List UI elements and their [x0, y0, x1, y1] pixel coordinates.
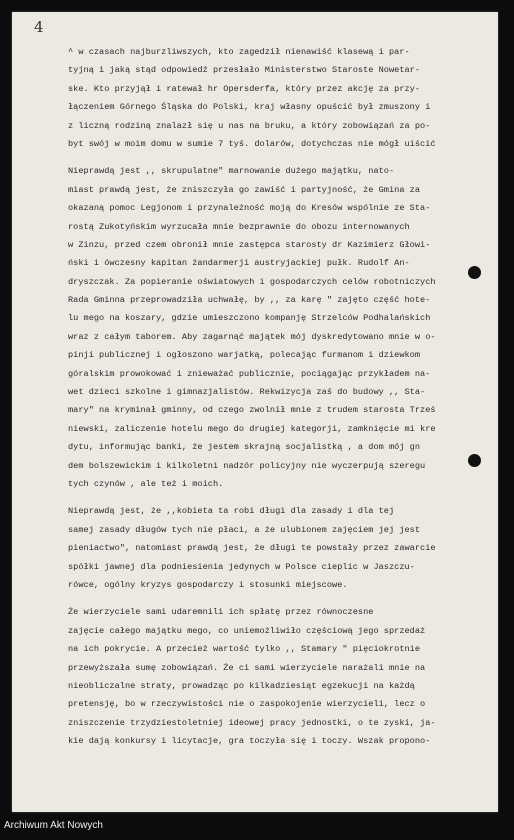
text-line: rówce, ogólny kryzys gospodarczy i stosunki miejscowe. [68, 579, 348, 590]
text-line: spółki jawnej dla podniesienia jedynych w Polsce cieplic w Jaszczu- [68, 561, 415, 572]
text-line: Że wierzyciele sami udaremnili ich spłatę przez równoczesne [68, 607, 374, 618]
text-line: w Zinzu, przed czem obronił mnie zastępca starosty dr Kazimierz Głowi- [68, 239, 431, 250]
text-line: ^ w czasach najburzliwszych, kto zagedził nienawiść klasewą i par- [68, 47, 410, 57]
text-line: miast prawdą jest, że zniszczyła go zawiść i partyjność, że Gmina za [68, 184, 421, 195]
text-line: pieniactwo", natomiast prawdą jest, że długi te powstały przez zawarcie [68, 543, 436, 554]
archive-footer [0, 814, 514, 840]
text-line: ske. Kto przyjął i ratewał hr Opersderfa, który przez akcję za przy- [68, 83, 421, 94]
document-body [68, 43, 489, 750]
text-line: Nieprawdą jest ,, skrupulatne" marnowanie dużego majątku, nato- [68, 166, 395, 177]
text-line: lu mego na koszary, gdzie umieszczono kompanję Strzelców Podhalańskich [68, 313, 431, 324]
punch-hole [468, 454, 481, 467]
text-line: okazaną pomoc Legjonom i przynależność moją do Kresów wspólnie ze Sta- [68, 203, 431, 214]
paragraph [68, 43, 489, 153]
text-line: niewski, zaliczenie hotelu mego do drugiej kategorji, zamknięcie mi kre [68, 423, 436, 434]
text-line: wraz z całym taborem. Aby zagarnąć majątek mój dyskredytowano mnie w o- [68, 331, 436, 342]
text-line: samej zasady długów tych nie płaci, a że ulubionem zajęciem jej jest [68, 524, 421, 535]
text-line: pinji publicznej i ogłoszono warjatką, polecając furmanom i dziewkom [68, 350, 421, 361]
archive-label: Archiwum Akt Nowych [4, 820, 103, 831]
text-line: łączeniem Górnego Śląska do Polski, kraj własny opuścić był zmuszony i [68, 102, 431, 113]
text-line: na ich pokrycie. A przecież wartość tylko ,, Stamary " pięciokrotnie [68, 644, 421, 655]
text-line: pretensję, bo w rzeczywistości nie o zaspokojenie wierzycieli, lecz o [68, 699, 426, 710]
text-line: mary" na kryminał gminny, od czego zwolnił mnie z trudem starosta Trześ [68, 405, 436, 416]
text-line: dem bolszewickim i kilkoletni nadzór policyjny nie wyczerpują szeregu [68, 460, 426, 471]
punch-hole [468, 266, 481, 279]
paragraph [68, 162, 489, 493]
text-line: rostą Zukotyńskim wyrzucała mnie bezprawnie do obozu internowanych [68, 221, 410, 232]
text-line: dytu, informując banki, że jestem skrajną socjalistką , a dom mój gn [68, 442, 421, 453]
text-line: tyjną i jaką stąd odpowiedź przesłało Ministerstwo Staroste Nowetar- [68, 65, 421, 76]
paragraph [68, 603, 489, 750]
paragraph-gap [68, 594, 489, 603]
document-page [12, 12, 498, 812]
text-line: nieobliczalne straty, prowadząc po kilkadziesiąt egzekucji na każdą [68, 680, 415, 691]
text-line: tych czynów , ale też i moich. [68, 478, 224, 489]
page-number: 4 [34, 18, 44, 36]
text-line: kie dają konkursy i licytacje, gra toczyła się i toczy. Wszak propono- [68, 736, 431, 747]
text-line: zniszczenie trzydziestoletniej ideowej pracy jednostki, o te zyski, ja- [68, 717, 436, 728]
paragraph-gap [68, 493, 489, 502]
text-line: dryszczak. Za popieranie oświatowych i gospodarczych celów robotniczych [68, 276, 436, 287]
text-line: przewyższała sumę zobowiązań. Że ci sami wierzyciele narażali mnie na [68, 662, 426, 673]
paragraph [68, 502, 489, 594]
text-line: byt swój w moim domu w sumie 7 tyś. dolarów, dotychczas nie mógł uiścić [68, 138, 436, 149]
paragraph-gap [68, 153, 489, 162]
text-line: góralskim prowokować i znieważać publicznie, pociągając przykładem na- [68, 368, 431, 379]
text-line: zajęcie całego majątku mego, co uniemożliwiło częściową jego sprzedaż [68, 625, 426, 636]
text-line: Nieprawdą jest, że ,,kobieta ta robi długi dla zasady i dla tej [68, 506, 395, 517]
text-line: ński i ówczesny kapitan żandarmerji austryjackiej pułk. Rudolf An- [68, 258, 410, 269]
text-line: z liczną rodziną znalazł się u nas na bruku, a który zobowiązań za po- [68, 120, 431, 131]
text-line: Rada Gminna przeprowadziła uchwałę, by ,, za karę " zajęto część hote- [68, 295, 431, 306]
text-line: wet dzieci szkolne i gimnazjalistów. Rekwizycja zaś do budowy ,, Sta- [68, 387, 426, 398]
